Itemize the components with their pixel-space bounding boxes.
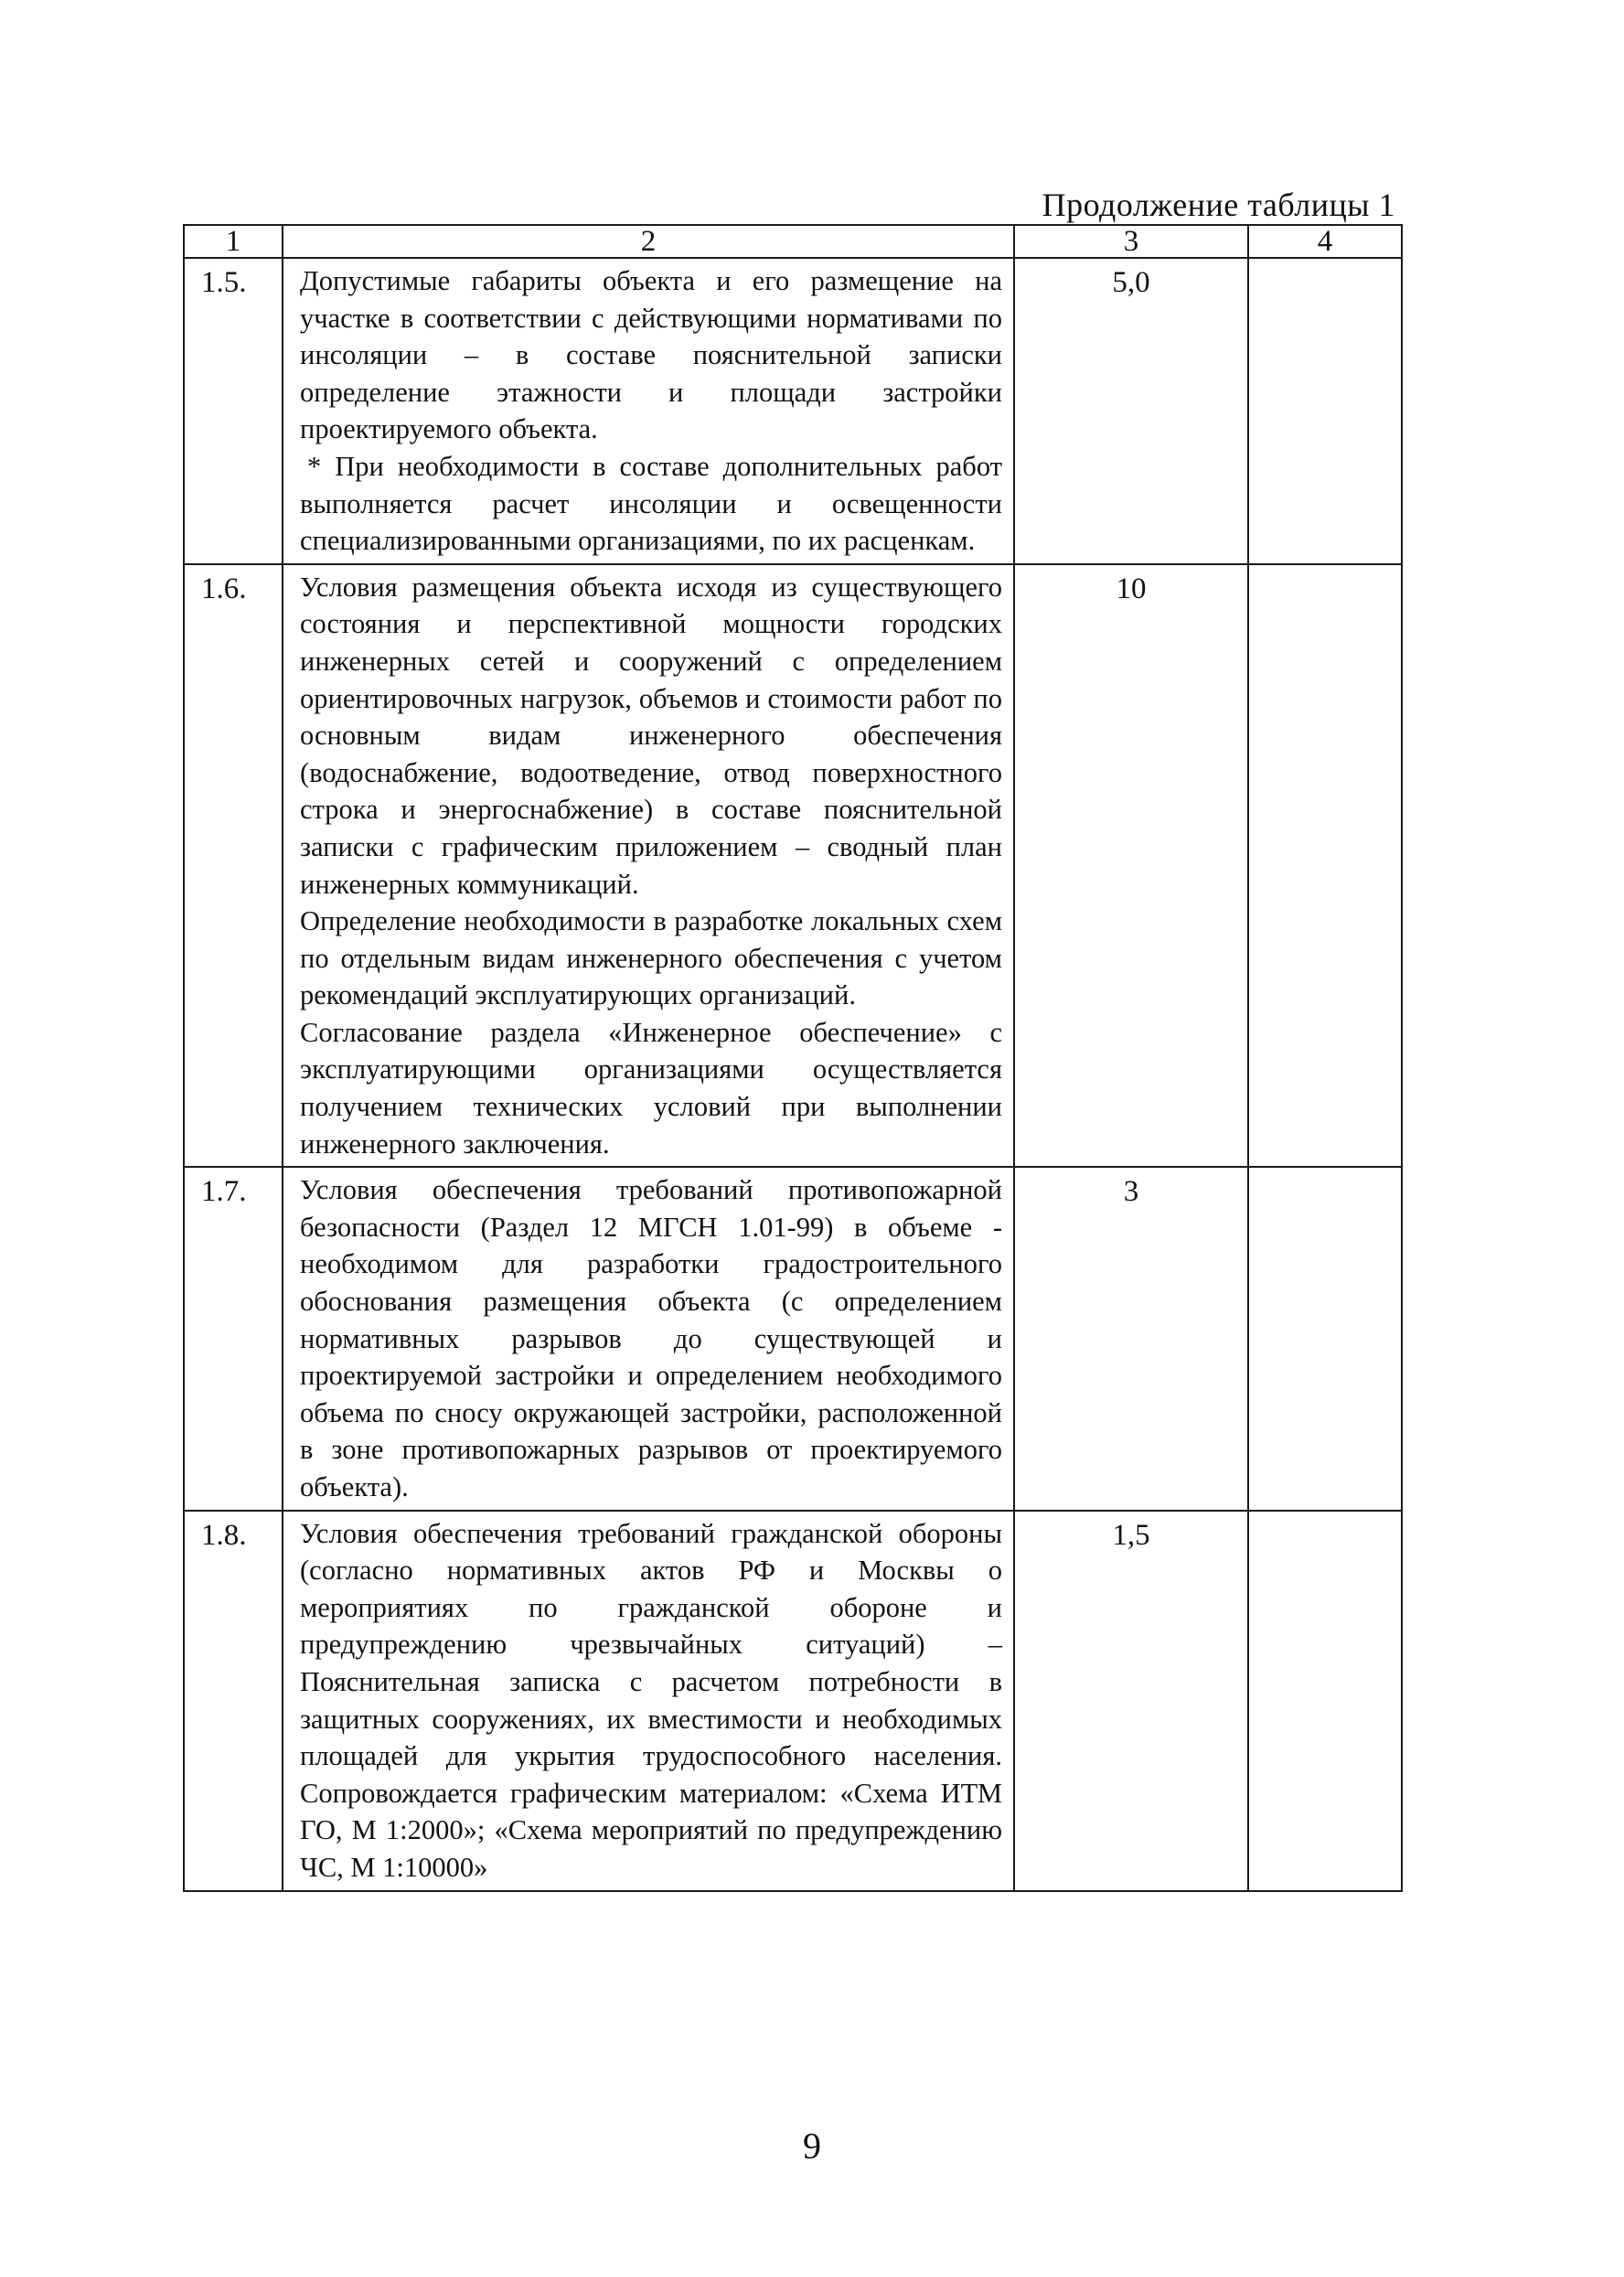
paragraph: Условия обеспечения требований противопожарной безопасности (Раздел 12 МГСН 1.01-99) в объеме - необходимом для разработки градостроительного обоснования размещения объекта (с определением нормативных разрывов до существующей и проектируемой застройки и определением необходимого объема по сносу окружающей застройки, расположенной в зоне противопожарных разрывов от проектируемого объекта).: [300, 1174, 1002, 1502]
row-number: 1.5.: [184, 258, 283, 564]
header-col-4: 4: [1248, 225, 1402, 258]
header-col-1: 1: [184, 225, 283, 258]
row-description: [283, 564, 1014, 1168]
row-col4: [1248, 1167, 1402, 1510]
table-row: [184, 1511, 1402, 1891]
specification-table: [183, 224, 1403, 1892]
paragraph: Условия размещения объекта исходя из существующего состояния и перспективной мощности городских инженерных сетей и сооружений с определением ориентировочных нагрузок, объемов и стоимости работ по основным видам инженерного обеспечения (водоснабжение, водоотведение, отвод поверхностного строка и энергоснабжение) в составе пояснительной записки с графическим приложением – сводный план инженерных коммуникаций.: [300, 571, 1002, 900]
row-description: [283, 258, 1014, 564]
row-col4: [1248, 1511, 1402, 1891]
row-description: [283, 1167, 1014, 1510]
table-row: [184, 258, 1402, 564]
row-value: 10: [1014, 564, 1248, 1168]
paragraph: Условия обеспечения требований гражданской обороны (согласно нормативных актов РФ и Москвы о мероприятиях по гражданской обороне и предупреждению чрезвычайных ситуаций) – Пояснительная записка с расчетом потребности в защитных сооружениях, их вместимости и необходимых площадей для укрытия трудоспособного населения. Сопровождается графическим материалом: «Схема ИТМ ГО, М 1:2000»; «Схема мероприятий по предупреждению ЧС, М 1:10000»: [300, 1517, 1002, 1883]
row-value: 1,5: [1014, 1511, 1248, 1891]
table-row: [184, 1167, 1402, 1510]
header-col-3: 3: [1014, 225, 1248, 258]
paragraph: Допустимые габариты объекта и его размещение на участке в соответствии с действующими нормативами по инсоляции – в составе пояснительной записки определение этажности и площади застройки проектируемого объекта.: [300, 265, 1002, 445]
row-value: 3: [1014, 1167, 1248, 1510]
paragraph: Согласование раздела «Инженерное обеспечение» с эксплуатирующими организациями осуществляется получением технических условий при выполнении инженерного заключения.: [300, 1016, 1002, 1160]
row-number: 1.7.: [184, 1167, 283, 1510]
row-description: [283, 1511, 1014, 1891]
row-col4: [1248, 564, 1402, 1168]
row-number: 1.8.: [184, 1511, 283, 1891]
paragraph: Определение необходимости в разработке локальных схем по отдельным видам инженерного обеспечения с учетом рекомендаций эксплуатирующих организаций.: [300, 905, 1002, 1011]
header-col-2: 2: [283, 225, 1014, 258]
table-header-row: [184, 225, 1402, 258]
row-value: 5,0: [1014, 258, 1248, 564]
page-number: 9: [803, 2125, 821, 2166]
table-row: [184, 564, 1402, 1168]
table-caption: Продолжение таблицы 1: [1042, 187, 1395, 223]
row-col4: [1248, 258, 1402, 564]
paragraph: * При необходимости в составе дополнительных работ выполняется расчет инсоляции и освещенности специализированными организациями, по их расценкам.: [300, 450, 1002, 557]
row-number: 1.6.: [184, 564, 283, 1168]
